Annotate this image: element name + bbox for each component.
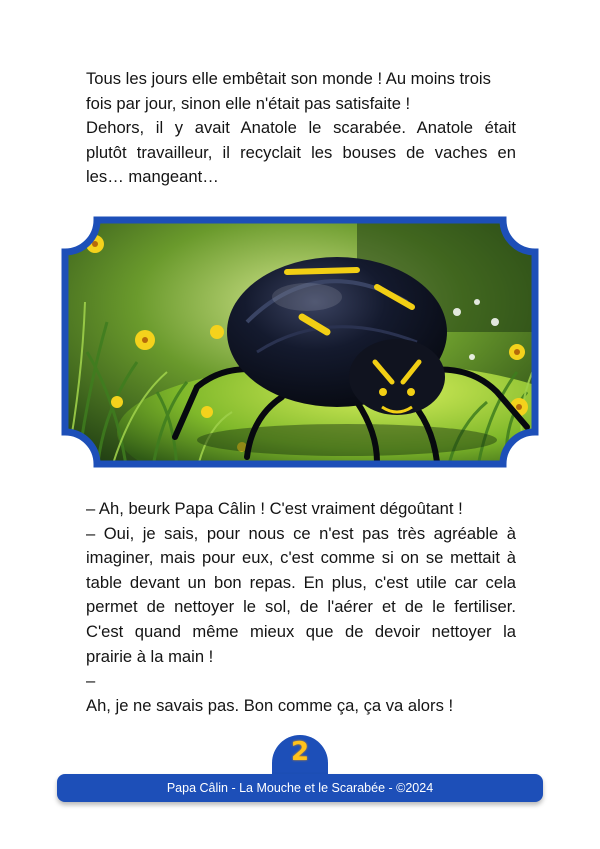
page-number: 2: [290, 737, 310, 767]
footer-bar: Papa Câlin - La Mouche et le Scarabée - ©2024: [57, 774, 543, 802]
beetle-illustration: [57, 212, 543, 472]
text-line-last: [86, 669, 516, 718]
text-line: prairie à la main !: [86, 646, 214, 666]
illustration-frame: [57, 212, 543, 472]
text-line: C'est quand même mieux que de devoir nettoyer la: [86, 621, 516, 641]
text-line: Dehors, il y avait Anatole le scarabée. Anatole était: [86, 118, 516, 138]
text-line: – Ah, beurk Papa Câlin ! C'est vraiment dégoûtant !: [86, 499, 463, 518]
text-line: table devant un bon repas. En plus, c'est utile car cela: [86, 572, 516, 592]
paragraph-dialogue: [86, 497, 516, 718]
dialogue-dash: –: [86, 671, 96, 691]
dialogue-text: Ah, je ne savais pas. Bon comme ça, ça va alors !: [86, 695, 454, 715]
paragraph-intro: [86, 67, 516, 190]
text-line: Tous les jours elle embêtait son monde ! Au moins trois: [86, 69, 491, 88]
text-line: imaginer, mais pour eux, c'est comme si on se mettait à: [86, 548, 516, 568]
text-line: plutôt travailleur, il recyclait les bouses de vaches en: [86, 142, 516, 162]
text-line: permet de nettoyer le sol, de l'aérer et de le fertiliser.: [86, 597, 516, 617]
text-line: les… mangeant…: [86, 167, 219, 187]
text-line: fois par jour, sinon elle n'était pas satisfaite !: [86, 93, 411, 113]
text-line: – Oui, je sais, pour nous ce n'est pas très agréable à: [86, 523, 516, 543]
